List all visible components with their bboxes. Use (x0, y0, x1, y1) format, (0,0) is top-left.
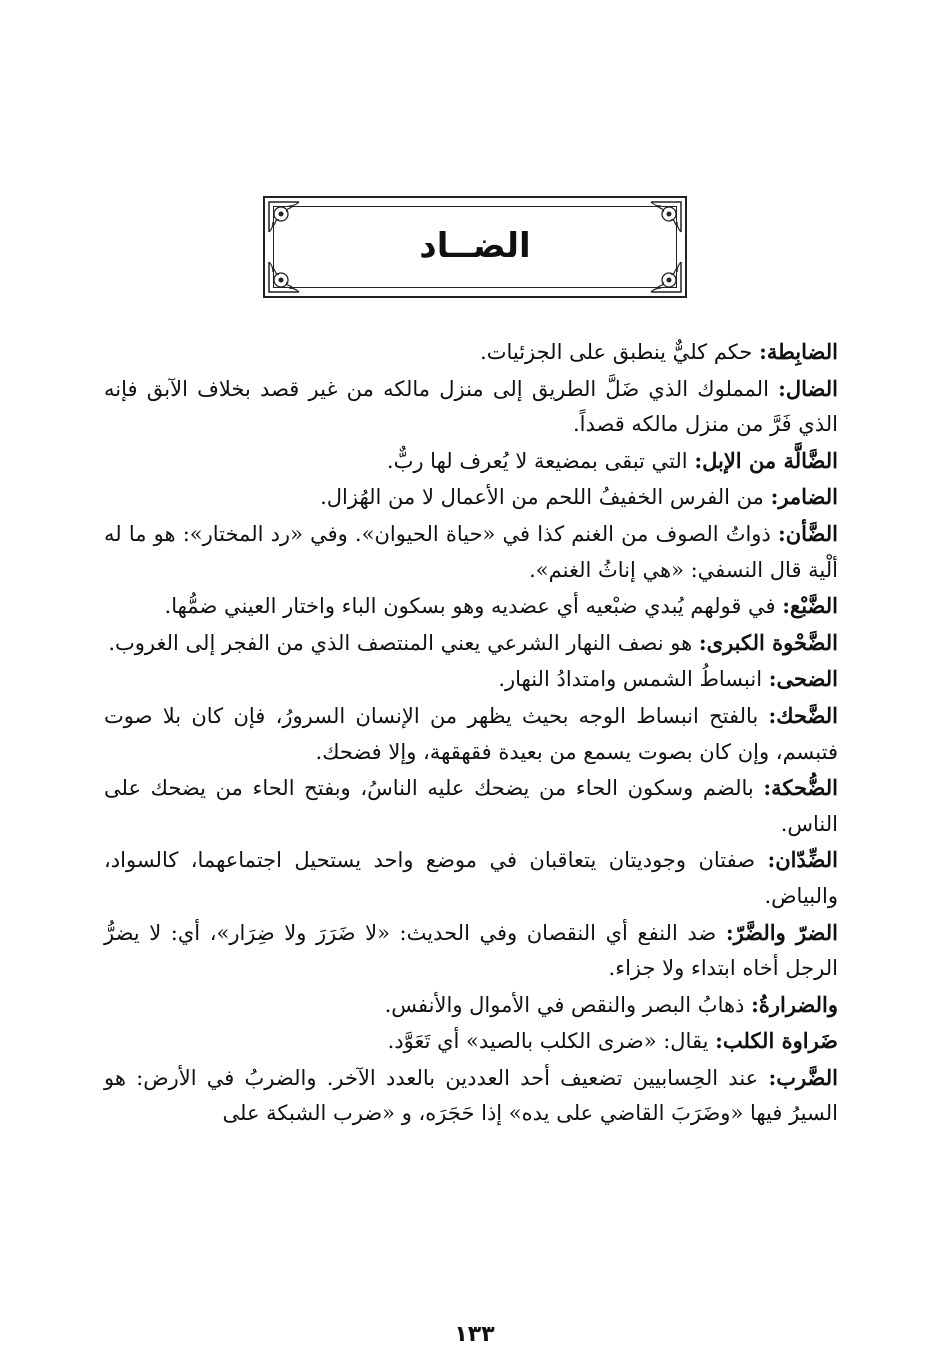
entry-definition: المملوك الذي ضَلَّ الطريق إلى منزل مالكه من غير قصد بخلاف الآبق فإنه الذي فَرَّ من منزل مالكه قصداً. (104, 376, 838, 437)
entry-term: الضَّبْع: (782, 593, 838, 619)
entry-term: الضرّ والضَّرّ: (725, 919, 838, 945)
entry-definition: بالفتح انبساط الوجه بحيث يظهر من الإنسان السرورُ، فإن كان بلا صوت فتبسم، وإن كان بصوت يسمع من بعيدة فقهقهة، وإلا فضحك. (104, 703, 838, 764)
entry-term: الضُّحكة: (763, 775, 838, 801)
dictionary-entries (104, 334, 838, 1132)
entry-definition: انبساطُ الشمس وامتدادُ النهار. (498, 667, 763, 692)
entry-term: الضابِطة: (759, 339, 838, 364)
entry-term: الضَّحك: (768, 702, 838, 728)
ornamental-title-frame (263, 196, 687, 298)
list-item (104, 334, 838, 371)
list-item (104, 770, 838, 842)
list-item (104, 1023, 838, 1060)
list-item (104, 987, 838, 1024)
entry-definition: حكم كليٌّ ينطبق على الجزئيات. (480, 340, 753, 364)
entry-term: الضال: (778, 375, 838, 401)
entry-term: والضرارةُ: (751, 991, 838, 1017)
entry-definition: التي تبقى بمضيعة لا يُعرف لها ربٌّ. (386, 448, 688, 473)
entry-definition: عند الحِسابيين تضعيف أحد العددين بالعدد الآخر. والضربُ في الأرض: هو السيرُ فيها «وضَرَبَ القاضي على يده» إذا حَجَرَه، و «ضرب الشبكة على (104, 1065, 838, 1126)
list-item (104, 479, 838, 516)
entry-term: الضَّالَّة من الإبل: (694, 447, 838, 473)
entry-list (104, 334, 838, 1132)
entry-definition: هو نصف النهار الشرعي يعني المنتصف الذي من الفجر إلى الغروب. (108, 630, 693, 655)
page-number: ١٣٣ (454, 1322, 495, 1347)
list-item (104, 1060, 838, 1132)
list-item (104, 698, 838, 770)
list-item (104, 588, 838, 625)
entry-definition: ضد النفع أي النقصان وفي الحديث: «لا ضَرَرَ ولا ضِرَار»، أي: لا يضرُّ الرجل أخاه ابتداء ولا جزاء. (104, 920, 838, 981)
entry-term: ضَراوة الكلب: (715, 1028, 838, 1054)
chapter-title: الضــاد (419, 226, 531, 266)
list-item (104, 915, 838, 987)
entry-definition: من الفرس الخفيفُ اللحم من الأعمال لا من الهُزال. (320, 485, 764, 510)
entry-definition: صفتان وجوديتان يتعاقبان في موضع واحد يستحيل اجتماعهما، كالسواد، والبياض. (104, 848, 838, 908)
entry-definition: يقال: «ضرى الكلب بالصيد» أي تَعَوَّد. (387, 1029, 709, 1054)
entry-definition: ذواتُ الصوف من الغنم كذا في «حياة الحيوان». وفي «رد المختار»: هو ما له ألْية قال النسفي: «هي إناثُ الغنم». (104, 521, 838, 582)
entry-definition: بالضم وسكون الحاء من يضحك عليه الناسُ، وبفتح الحاء من يضحك على الناس. (104, 776, 838, 836)
list-item (104, 516, 838, 588)
list-item (104, 625, 838, 662)
entry-term: الضحى: (768, 666, 838, 692)
entry-term: الضَّحْوة الكبرى: (698, 629, 838, 655)
entry-definition: في قولهم يُبدي ضبْعيه أي عضديه وهو بسكون الباء واختار العيني ضمُّها. (164, 594, 776, 619)
list-item (104, 842, 838, 914)
list-item (104, 443, 838, 480)
list-item (104, 661, 838, 698)
entry-term: الضِّدّان: (767, 847, 838, 873)
entry-term: الضَّأن: (777, 520, 839, 546)
entry-definition: ذهابُ البصر والنقص في الأموال والأنفس. (384, 992, 745, 1017)
list-item (104, 371, 838, 443)
entry-term: الضامر: (770, 484, 838, 510)
entry-term: الضَّرب: (768, 1064, 838, 1090)
